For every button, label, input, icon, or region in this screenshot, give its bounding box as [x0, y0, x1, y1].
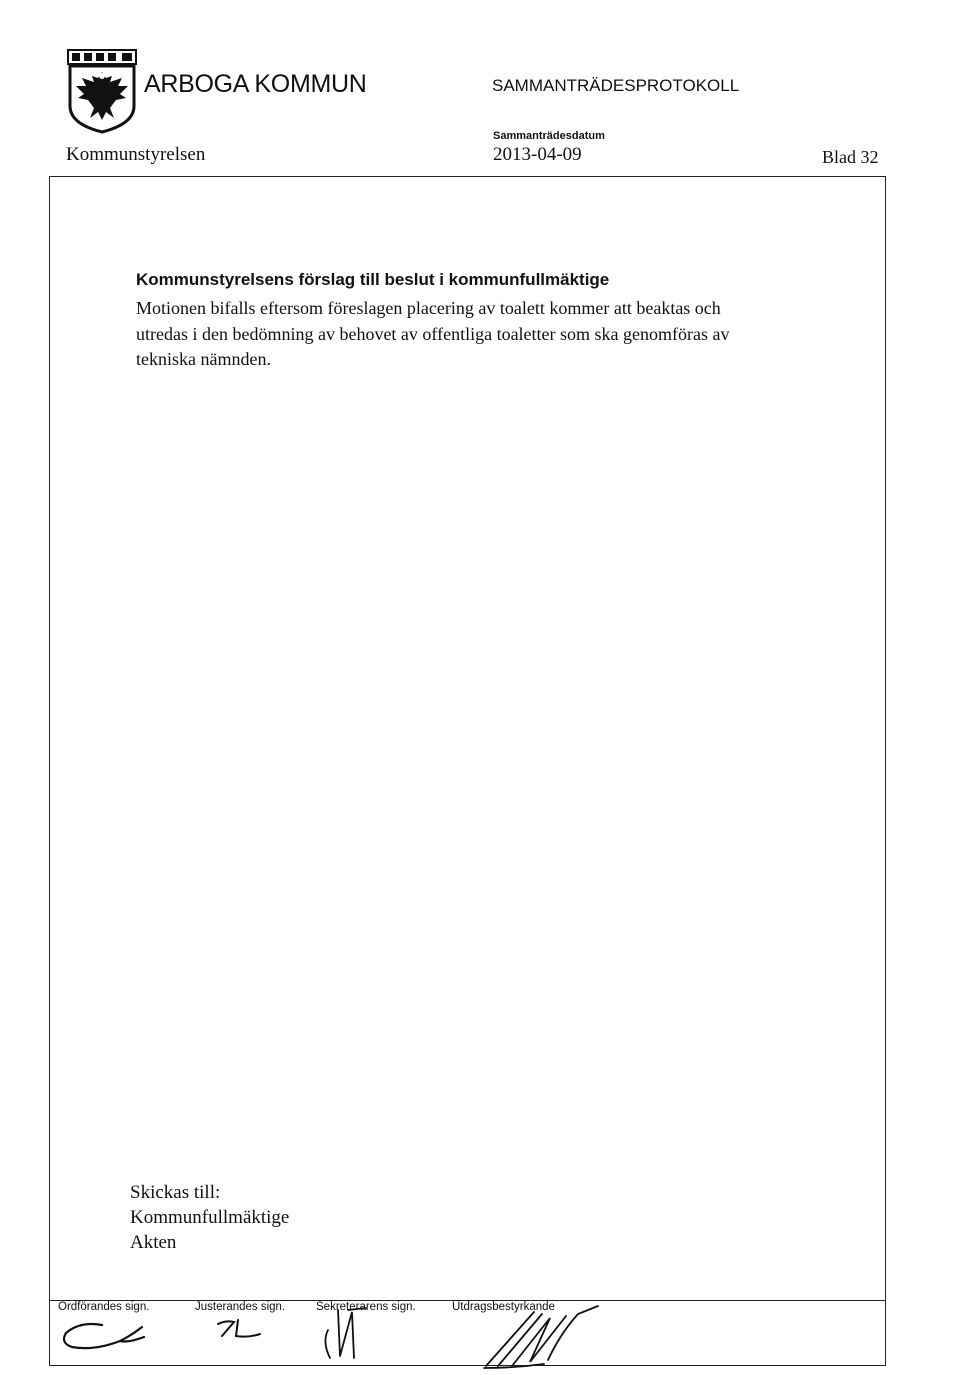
- meeting-date: 2013-04-09: [493, 144, 582, 165]
- meeting-date-label: Sammanträdesdatum: [493, 130, 605, 142]
- coat-of-arms-icon: [66, 48, 138, 134]
- document-type: SAMMANTRÄDESPROTOKOLL: [492, 76, 740, 95]
- adjuster-signature-label: Justerandes sign.: [195, 1301, 286, 1313]
- recipient-item: Kommunfullmäktige: [130, 1207, 290, 1228]
- recipient-item: Akten: [130, 1232, 177, 1253]
- extract-certification-label: Utdragsbestyrkande: [452, 1301, 555, 1313]
- department-name: Kommunstyrelsen: [66, 144, 206, 165]
- extract-certification-signature: [474, 1304, 616, 1370]
- secretary-signature: [318, 1306, 378, 1362]
- chair-signature: [58, 1313, 150, 1355]
- proposal-text: Motionen bifalls eftersom föreslagen placering av toalett kommer att beaktas och utredas i den bedömning av behovet av offentliga toaletter som ska genomföras av tekniska nämnden.: [136, 298, 730, 369]
- recipients-title: Skickas till:: [130, 1182, 221, 1203]
- adjuster-signature: [214, 1314, 270, 1342]
- organization-name: ARBOGA KOMMUN: [144, 70, 367, 98]
- secretary-signature-label: Sekreterarens sign.: [316, 1301, 416, 1313]
- chair-signature-label: Ordförandes sign.: [58, 1301, 150, 1313]
- page-number: Blad 32: [822, 147, 879, 167]
- proposal-heading: Kommunstyrelsens förslag till beslut i kommunfullmäktige: [136, 270, 610, 289]
